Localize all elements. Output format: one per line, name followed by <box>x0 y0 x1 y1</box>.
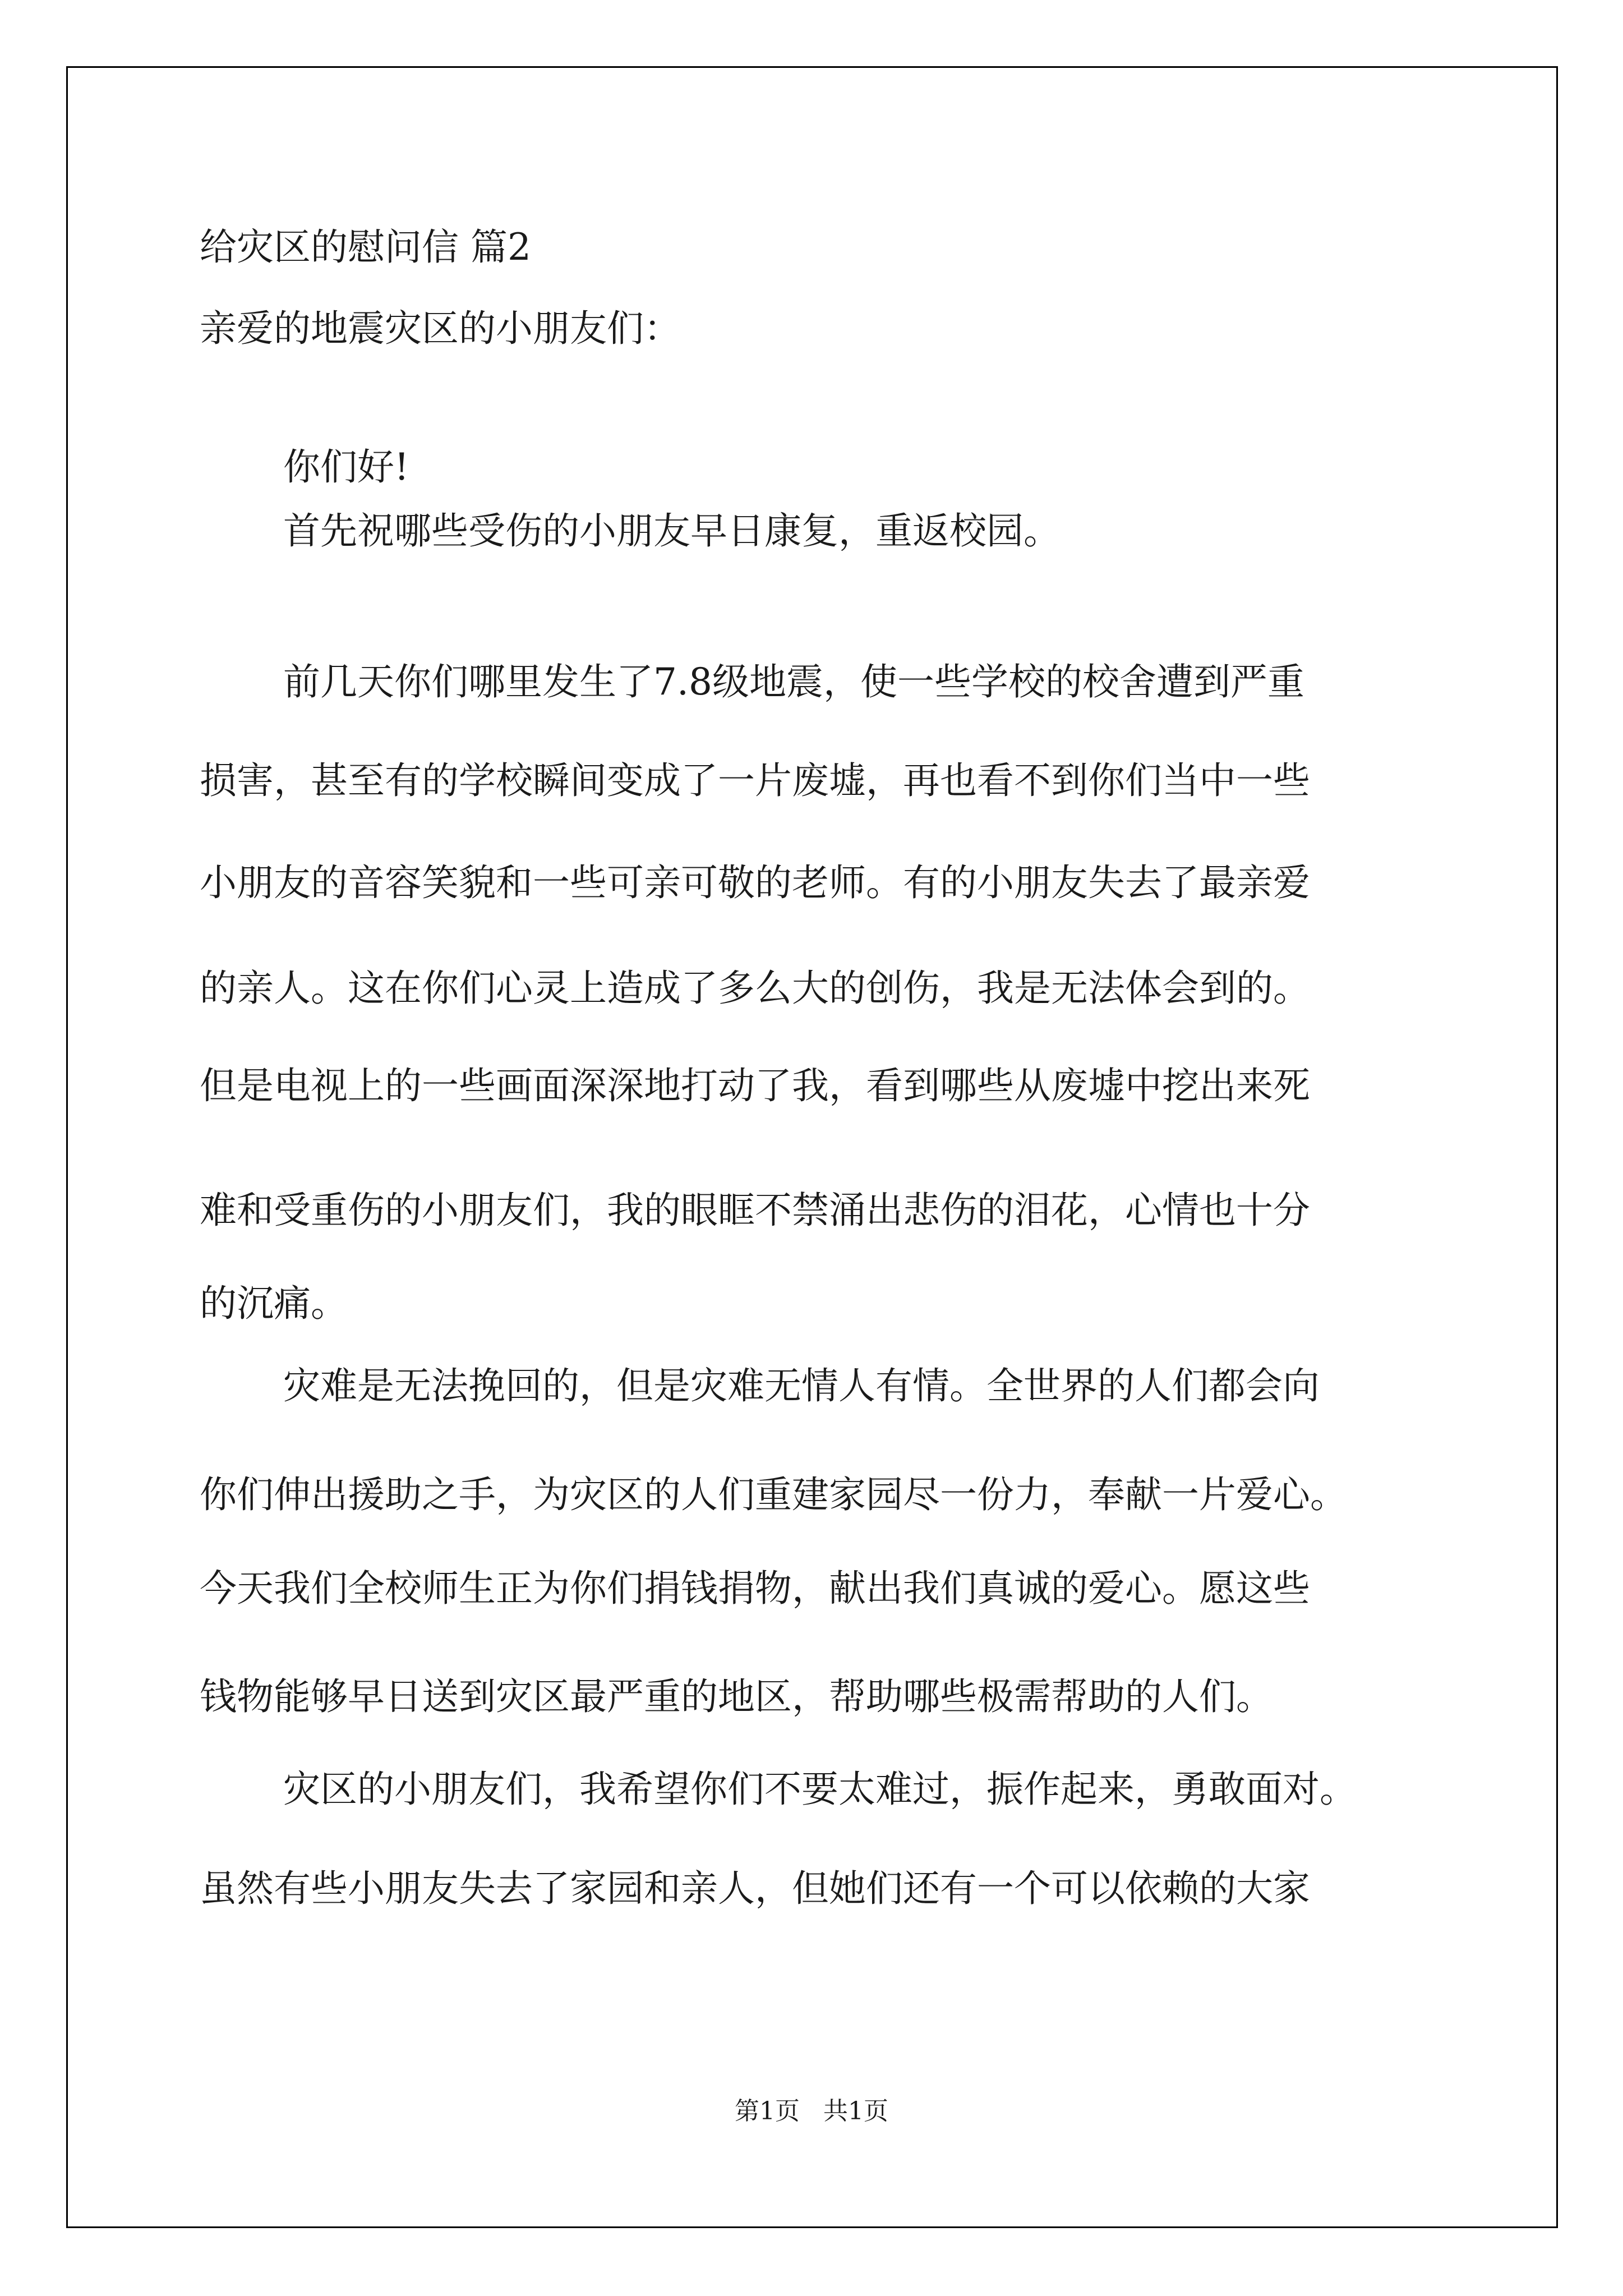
text-line: 钱物能够早日送到灾区最严重的地区，帮助哪些极需帮助的人们。 <box>200 1675 1273 1718</box>
text-line: 灾难是无法挽回的，但是灾难无情人有情。全世界的人们都会向 <box>283 1364 1320 1407</box>
text-line: 首先祝哪些受伤的小朋友早日康复，重返校园。 <box>283 509 1061 553</box>
text-line: 前几天你们哪里发生了7.8级地震，使一些学校的校舍遭到严重 <box>283 660 1304 703</box>
document-title: 给灾区的慰问信 篇2 <box>200 226 531 269</box>
text-line: 损害，甚至有的学校瞬间变成了一片废墟，再也看不到你们当中一些 <box>200 759 1310 802</box>
salutation: 亲爱的地震灾区的小朋友们： <box>200 307 681 350</box>
text-line: 小朋友的音容笑貌和一些可亲可敬的老师。有的小朋友失去了最亲爱 <box>200 861 1310 904</box>
text-line: 灾区的小朋友们，我希望你们不要太难过，振作起来，勇敢面对。 <box>283 1768 1357 1811</box>
text-line: 的沉痛。 <box>200 1282 348 1325</box>
text-line: 难和受重伤的小朋友们，我的眼眶不禁涌出悲伤的泪花，心情也十分 <box>200 1189 1310 1232</box>
text-line: 你们好! <box>283 445 409 489</box>
text-line: 你们伸出援助之手，为灾区的人们重建家园尽一份力，奉献一片爱心。 <box>200 1473 1347 1516</box>
text-line: 的亲人。这在你们心灵上造成了多么大的创伤，我是无法体会到的。 <box>200 967 1310 1010</box>
text-line: 今天我们全校师生正为你们捐钱捐物，献出我们真诚的爱心。愿这些 <box>200 1567 1310 1610</box>
text-line: 但是电视上的一些画面深深地打动了我，看到哪些从废墟中挖出来死 <box>200 1064 1310 1107</box>
page-number-footer: 第1页 共1页 <box>735 2097 888 2125</box>
text-line: 虽然有些小朋友失去了家园和亲人，但她们还有一个可以依赖的大家 <box>200 1867 1310 1910</box>
